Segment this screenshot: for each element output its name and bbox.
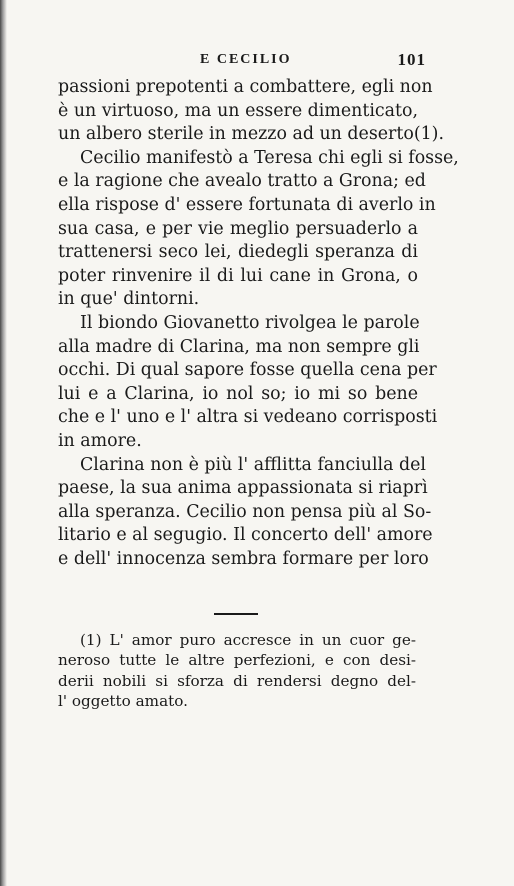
text-line: alla speranza. Cecilio non pensa più al So- [58, 501, 432, 522]
text-line: litario e al segugio. Il concerto dell' amore [58, 525, 433, 546]
footnote [58, 630, 416, 712]
text-line: sua casa, e per vie meglio persuaderlo a [58, 218, 418, 239]
footnote-line: (1) L' amor puro accresce in un cuor ge- [80, 631, 416, 649]
footnote-line: derii nobili si sforza di rendersi degno del- [58, 671, 416, 690]
footnote-line: neroso tutte le altre perfezioni, e con desi- [58, 651, 416, 670]
footnote-line: l' oggetto amato. [58, 692, 188, 711]
text-line: e dell' innocenza sembra formare per loro [58, 548, 429, 569]
text-line: ella rispose d' essere fortunata di averlo in [58, 194, 436, 215]
text-line: occhi. Di qual sapore fosse quella cena per [58, 360, 437, 381]
body-text [58, 76, 459, 571]
text-line: paese, la sua anima appassionata si riaprì [58, 478, 428, 499]
text-line: che e l' uno e l' altra si vedeano corrisposti [58, 407, 438, 428]
paragraph-start-line: Clarina non è più l' afflitta fanciulla del [80, 454, 426, 475]
text-line: in amore. [58, 430, 142, 451]
page-number: 101 [397, 50, 426, 69]
text-line: alla madre di Clarina, ma non sempre gli [58, 336, 420, 357]
running-head: E CECILIO [200, 52, 292, 67]
paragraph-start-line: Cecilio manifestò a Teresa chi egli si fosse, [80, 147, 459, 168]
text-line: un albero sterile in mezzo ad un deserto(1). [58, 124, 444, 145]
text-line: poter rinvenire il di lui cane in Grona, o [58, 265, 418, 286]
text-line: trattenersi seco lei, diedegli speranza di [58, 242, 418, 263]
text-line: e la ragione che avealo tratto a Grona; ed [58, 171, 426, 192]
text-line: è un virtuoso, ma un essere dimenticato, [58, 100, 418, 121]
text-line: lui e a Clarina, io nol so; io mi so bene [58, 383, 418, 404]
text-line: in que' dintorni. [58, 289, 200, 310]
page-header [60, 50, 426, 74]
page-edge-shadow [0, 0, 7, 886]
footnote-separator [214, 613, 258, 615]
paragraph-start-line: Il biondo Giovanetto rivolgea le parole [80, 312, 420, 333]
text-line: passioni prepotenti a combattere, egli non [58, 77, 433, 97]
